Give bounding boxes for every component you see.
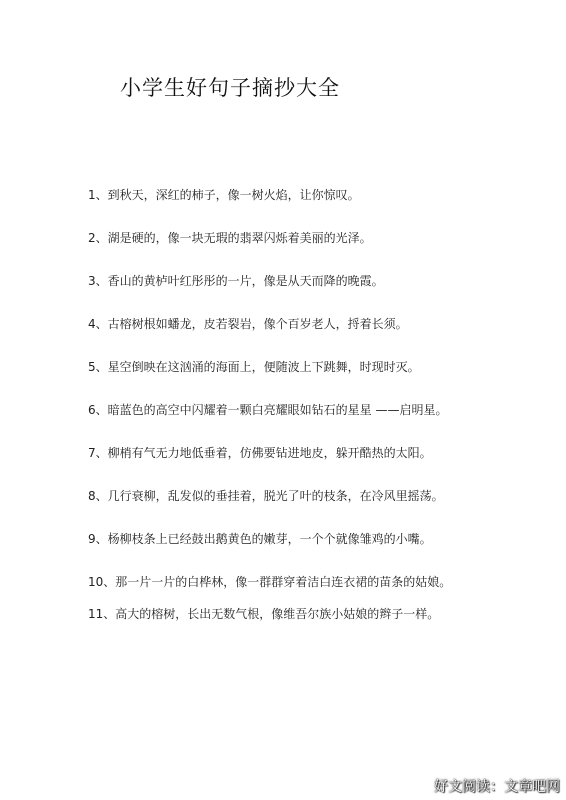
list-item: 8、几行衰柳，乱发似的垂挂着，脱光了叶的枝条，在冷风里摇荡。 <box>88 489 444 503</box>
list-item: 6、暗蓝色的高空中闪耀着一颗白亮耀眼如钻石的星星 ——启明星。 <box>88 403 448 417</box>
list-item: 5、星空倒映在这汹涌的海面上，便随波上下跳舞，时现时灭。 <box>88 360 420 374</box>
list-item: 1、到秋天，深红的柿子，像一树火焰，让你惊叹。 <box>88 188 360 202</box>
sentence-list <box>88 184 508 646</box>
page-title: 小学生好句子摘抄大全 <box>120 76 340 100</box>
list-item: 4、古榕树根如蟠龙，皮若裂岩，像个百岁老人，捋着长须。 <box>88 317 408 331</box>
list-item: 9、杨柳枝条上已经鼓出鹅黄色的嫩芽，一个个就像雏鸡的小嘴。 <box>88 532 432 546</box>
list-item: 7、柳梢有气无力地低垂着，仿佛要钻进地皮，躲开酷热的太阳。 <box>88 446 432 460</box>
list-item: 11、高大的榕树，长出无数气根，像维吾尔族小姑娘的辫子一样。 <box>88 607 440 621</box>
list-item: 2、湖是硬的，像一块无瑕的翡翠闪烁着美丽的光泽。 <box>88 231 372 245</box>
list-item: 10、那一片一片的白桦林，像一群群穿着洁白连衣裙的苗条的姑娘。 <box>88 575 452 589</box>
site-watermark: 好文阅读：文章吧网 <box>434 779 560 795</box>
list-item: 3、香山的黄栌叶红彤彤的一片，像是从天而降的晚霞。 <box>88 274 384 288</box>
